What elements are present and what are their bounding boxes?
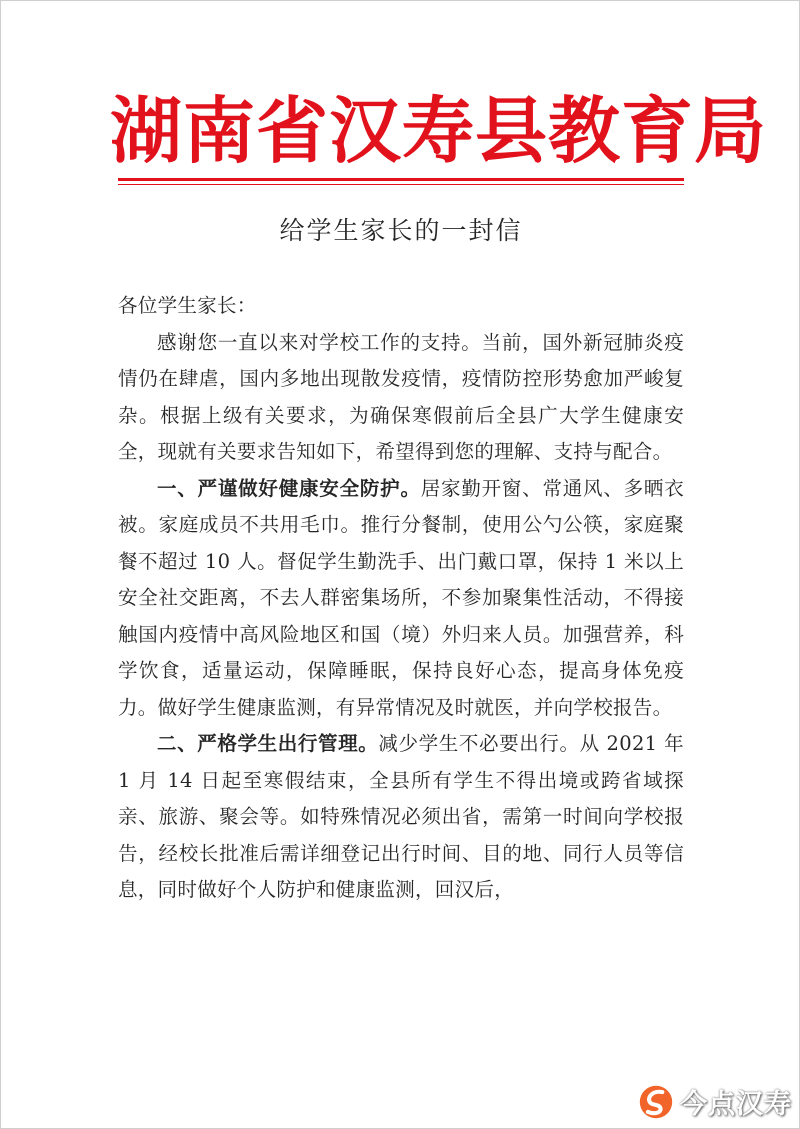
watermark-text: 今点汉寿 xyxy=(680,1089,792,1120)
letter-body xyxy=(118,288,684,909)
salutation: 各位学生家长： xyxy=(118,294,257,317)
watermark xyxy=(638,1082,792,1121)
section-1-heading: 一、严谨做好健康安全防护。 xyxy=(157,476,421,500)
section-2-paragraph xyxy=(118,726,684,909)
section-1-paragraph xyxy=(118,471,684,727)
section-2-heading: 二、严格学生出行管理。 xyxy=(157,732,379,755)
section-1-body: 居家勤开窗、常通风、多晒衣被。家庭成员不共用毛巾。推行分餐制，使用公勺公筷，家庭聚餐不超过 10 人。督促学生勤洗手、出门戴口罩，保持 1 米以上安全社交距离，不去人群密集场所，不参加聚集性活动，不得接触国内疫情中高风险地区和国（境）外归来人员。加强营养，科学饮食，适量运动，保障睡眠，保持良好心态，提高身体免疫力。做好学生健康监测，有异常情况及时就医，并向学校报告。 xyxy=(118,476,685,719)
intro-paragraph: 感谢您一直以来对学校工作的支持。当前，国外新冠肺炎疫情仍在肆虐，国内多地出现散发疫情，疫情防控形势愈加严峻复杂。根据上级有关要求，为确保寒假前后全县广大学生健康安全，现就有关要求告知如下，希望得到您的理解、支持与配合。 xyxy=(118,330,684,463)
swirl-logo-icon xyxy=(638,1084,674,1120)
section-2-body: 减少学生不必要出行。从 2021 年 1 月 14 日起至寒假结束，全县所有学生不得出境或跨省域探亲、旅游、聚会等。如特殊情况必须出省，需第一时间向学校报告，经校长批准后需详细登记出行时间、目的地、同行人员等信息，同时做好个人防护和健康监测，回汉后， xyxy=(118,732,684,901)
letterhead-rule-thin xyxy=(118,184,684,185)
document-title: 给学生家长的一封信 xyxy=(279,216,523,245)
letterhead-rule-thick xyxy=(118,178,684,181)
letterhead-title: 湖南省汉寿县教育局 xyxy=(110,88,768,173)
